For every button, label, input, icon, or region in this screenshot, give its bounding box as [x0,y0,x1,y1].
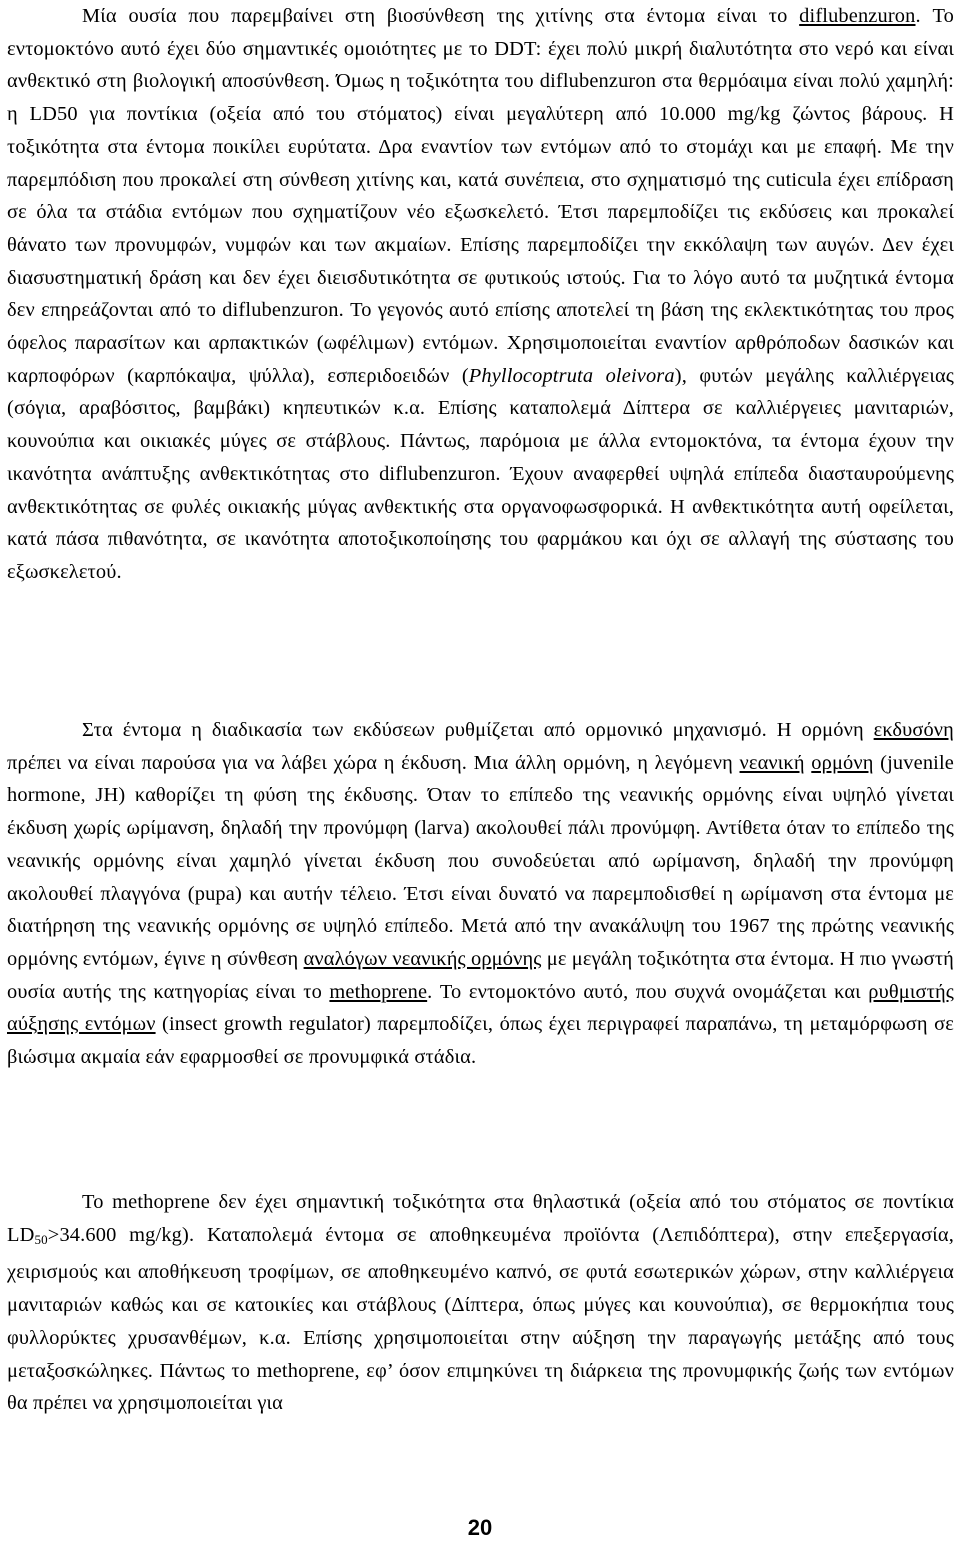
link-hormone[interactable]: ορμόνη [811,751,874,774]
text-run: (juvenile hormone, JH) καθορίζει τη φύση της έκδυσης. Όταν το επίπεδο της νεανικής ορμόνης είναι υψηλό γίνεται έκδυση χωρίς ωρίμανση, δηλαδή την προνύμφη (larva) ακολουθεί πάλι προνύμφη. Αντίθετα όταν το επίπεδο της νεανικής ορμόνης είναι χαμηλό γίνεται έκδυση που συνοδεύεται από ωρίμανση, δηλαδή την προνύμφη ακολουθεί πλαγγόνα (pupa) και αυτήν τέλειο. Έτσι είναι δυνατό να παρεμποδισθεί η ωρίμανση στα έντομα με διατήρηση της νεανικής ορμόνης σε υψηλό επίπεδο. Μετά από την ανακάλυψη του 1967 της πρώτης νεανικής ορμόνης εντόμων, έγινε η σύνθεση [7,751,955,970]
link-insect-growth-regulator[interactable]: ρυθμιστής αύξησης εντόμων [7,980,954,1036]
text-run: . Το εντομοκτόνο αυτό, που συχνά ονομάζεται και [427,980,869,1003]
text-run: >34.600 mg/kg). Καταπολεμά έντομα σε αποθηκευμένα προϊόντα (Λεπιδόπτερα), στην επεξεργασία, χειρισμούς και αποθήκευση τροφίμων, σε αποθηκευμένο καπνό, σε φυτά εσωτερικών χώρων, στην καλλιέργεια μανιταριών καθώς και σε κατοικίες και στάβλους (Δίπτερα, όπως μύγες και κουνούπια), σε θερμοκήπια τους φυλλορύκτες χρυσανθέμων, κ.α. Επίσης χρησιμοποιείται στην αύξηση την παραγωγής μετάξης από τους μεταξοσκώληκες. Πάντως το methoprene, εφ’ όσον επιμηκύνει τη διάρκεια της προνυμφικής ζωής των εντόμων θα πρέπει να χρησιμοποιείται για [7,1223,954,1415]
text-run: με μεγάλη τοξικότητα στα έντομα. Η πιο γνωστή ουσία αυτής της κατηγορίας είναι το [7,947,954,1003]
page-number: 20 [467,1515,493,1540]
link-methoprene[interactable]: methoprene [329,980,428,1003]
text-run: (insect growth regulator) παρεμποδίζει, όπως έχει περιγραφεί παραπάνω, τη μεταμόρφωση σε βιώσιμα ακμαία εάν εφαρμοσθεί σε προνυμφικά στάδια. [7,1013,954,1069]
paragraph-hormones [7,714,954,1074]
species-name: Phyllocoptruta oleivora [468,364,675,387]
paragraph-diflubenzuron [7,0,954,589]
text-run: ), φυτών μεγάλης καλλιέργειας (σόγια, αραβόσιτος, βαμβάκι) κηπευτικών κ.α. Επίσης καταπολεμά Δίπτερα σε καλλιέργειες μανιταριών, κουνούπια και οικιακές μύγες σε στάβλους. Πάντως, παρόμοια με άλλα εντομοκτόνα, τα έντομα έχουν την ικανότητα ανάπτυξης ανθεκτικότητας στο diflubenzuron. Έχουν αναφερθεί υψηλά επίπεδα διασταυρούμενης ανθεκτικότητας σε φυλές οικιακής μύγας ανθεκτικής στα οργανοφωσφορικά. Η ανθεκτικότητα αυτή οφείλεται, κατά πάσα πιθανότητα, σε ικανότητα αποτοξικοποίησης του φαρμάκου και όχι σε αλλαγή της σύστασης του εξωσκελετού. [7,364,955,583]
subscript-50: 50 [34,1231,48,1247]
link-juvenile[interactable]: νεανική [739,751,805,774]
text-run: Μία ουσία που παρεμβαίνει στη βιοσύνθεση της χιτίνης στα έντομα είναι το [82,5,800,27]
paragraph-methoprene [7,1186,954,1420]
text-run: Στα έντομα η διαδικασία των εκδύσεων ρυθμίζεται από ορμονικό μηχανισμό. Η ορμόνη [82,719,874,741]
link-diflubenzuron[interactable]: diflubenzuron [799,5,916,27]
text-run: Το methoprene δεν έχει σημαντική τοξικότητα στα θηλαστικά (οξεία από του στόματος σε ποντίκια LD [7,1191,954,1246]
link-ecdysone[interactable]: εκδυσόνη [873,719,954,741]
link-juvenile-hormone-analogues[interactable]: αναλόγων νεανικής ορμόνης [303,947,542,970]
text-run: . Το εντομοκτόνο αυτό έχει δύο σημαντικές ομοιότητες με το DDT: έχει πολύ μικρή διαλυτότητα στο νερό και είναι ανθεκτικό στη βιολογική αποσύνθεση. Όμως η τοξικότητα του diflubenzuron στα θερμόαιμα είναι πολύ χαμηλή: η LD50 για ποντίκια (οξεία από του στόματος) είναι μεγαλύτερη από 10.000 mg/kg ζώντος βάρους. Η τοξικότητα στα έντομα ποικίλει ευρύτατα. Δρα εναντίον των εντόμων από το στομάχι και με επαφή. Με την παρεμπόδιση που προκαλεί στη σύνθεση χιτίνης και, κατά συνέπεια, στο σχηματισμό της cuticula έχει επίδραση σε όλα τα στάδια εντόμων που σχηματίζουν νέο εξωσκελετό. Έτσι παρεμποδίζει τις εκδύσεις και προκαλεί θάνατο των προνυμφών, νυμφών και των ακμαίων. Επίσης παρεμποδίζει την εκκόλαψη των αυγών. Δεν έχει διασυστηματική δράση και δεν έχει διεισδυτικότητα σε φυτικούς ιστούς. Για το λόγο αυτό τα μυζητικά έντομα δεν επηρεάζονται από το diflubenzuron. Το γεγονός αυτό επίσης αποτελεί τη βάση της εκλεκτικότητας του προς όφελος παρασίτων και αρπακτικών (ωφέλιμων) εντόμων. Χρησιμοποιείται εναντίον αρθρόποδων δασικών και καρποφόρων (καρπόκαψα, ψύλλα), εσπεριδοειδών ( [7,5,954,387]
text-run: πρέπει να είναι παρούσα για να λάβει χώρα η έκδυση. Μια άλλη ορμόνη, η λεγόμενη [7,751,740,774]
